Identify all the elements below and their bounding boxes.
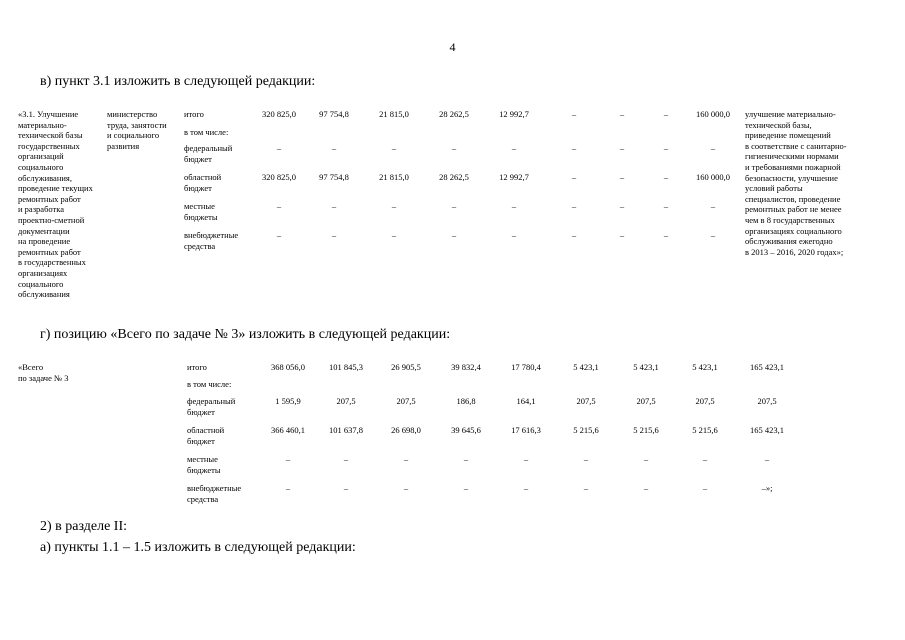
table-cell: 366 460,1 xyxy=(271,425,305,435)
row-label: областной бюджет xyxy=(184,172,222,193)
row-label: местные бюджеты xyxy=(187,454,221,475)
table-cell: – xyxy=(571,172,577,182)
table-cell: 207,5 xyxy=(336,396,356,406)
table-cell: – xyxy=(285,483,291,493)
table-cell: – xyxy=(663,143,669,153)
row-label: областной бюджет xyxy=(187,425,225,446)
table-cell: – xyxy=(463,454,469,464)
table-cell: – xyxy=(331,143,337,153)
table-cell: – xyxy=(391,230,397,240)
table-cell: – xyxy=(331,201,337,211)
table-cell: 5 423,1 xyxy=(573,362,599,372)
row-label: внебюджетные средства xyxy=(187,483,242,504)
table-cell: – xyxy=(663,201,669,211)
table-cell: 97 754,8 xyxy=(319,109,349,119)
table-cell: – xyxy=(583,454,589,464)
table-cell: – xyxy=(523,483,529,493)
table-cell: – xyxy=(276,230,282,240)
heading-g: г) позицию «Всего по задаче № 3» изложить в следующей редакции: xyxy=(40,327,451,342)
table-cell: – xyxy=(403,483,409,493)
table-cell: – xyxy=(619,230,625,240)
table-cell: 320 825,0 xyxy=(262,172,296,182)
table-cell: 186,8 xyxy=(456,396,476,406)
table-cell: –»; xyxy=(761,483,773,493)
table-cell: 320 825,0 xyxy=(262,109,296,119)
table-cell: 207,5 xyxy=(576,396,596,406)
table-cell: – xyxy=(343,483,349,493)
table-cell: – xyxy=(451,143,457,153)
table-cell: 164,1 xyxy=(516,396,536,406)
heading-v: в) пункт 3.1 изложить в следующей редакции: xyxy=(40,74,316,89)
table-cell: 28 262,5 xyxy=(439,109,469,119)
table-cell: 207,5 xyxy=(695,396,715,406)
table-cell: – xyxy=(663,230,669,240)
table-cell: 5 215,6 xyxy=(692,425,718,435)
table-cell: – xyxy=(451,230,457,240)
table-cell: – xyxy=(764,454,770,464)
table-cell: 26 905,5 xyxy=(391,362,421,372)
table-cell: – xyxy=(619,172,625,182)
row-label: в том числе: xyxy=(187,379,232,389)
table-cell: 5 423,1 xyxy=(692,362,718,372)
table-cell: 21 815,0 xyxy=(379,172,409,182)
table-cell: – xyxy=(571,109,577,119)
table-cell: – xyxy=(702,454,708,464)
table-cell: – xyxy=(523,454,529,464)
table-cell: – xyxy=(511,230,517,240)
row-label: итого xyxy=(184,109,204,119)
table-cell: – xyxy=(276,201,282,211)
table-cell: – xyxy=(663,109,669,119)
table-cell: 165 423,1 xyxy=(750,425,784,435)
row-label: в том числе: xyxy=(184,127,229,137)
row-label: федеральный бюджет xyxy=(184,143,233,164)
table-cell: – xyxy=(710,230,716,240)
table-cell: 5 423,1 xyxy=(633,362,659,372)
table-cell: 39 645,6 xyxy=(451,425,481,435)
table-cell: – xyxy=(619,201,625,211)
table-cell: 1 595,9 xyxy=(275,396,301,406)
table-cell: – xyxy=(511,201,517,211)
table-cell: – xyxy=(619,143,625,153)
table-cell: 39 832,4 xyxy=(451,362,481,372)
table-cell: 5 215,6 xyxy=(573,425,599,435)
table-cell: – xyxy=(663,172,669,182)
table-cell: 12 992,7 xyxy=(499,172,529,182)
row-label: внебюджетные средства xyxy=(184,230,239,251)
row-label: федеральный бюджет xyxy=(187,396,236,417)
table-cell: 165 423,1 xyxy=(750,362,784,372)
table-cell: – xyxy=(710,201,716,211)
table-cell: – xyxy=(463,483,469,493)
table-cell: – xyxy=(451,201,457,211)
table-cell: 28 262,5 xyxy=(439,172,469,182)
expected-result: улучшение материально- технической базы, приведение помещений в соответствие с санитарно- гигиеническими нормами и требованиями пожарной безопасности, улучшение условий работы специалистов, проведение ремонтных работ не менее чем в 8 государственных организациях социального обслуживания ежегодно в 2013 – 2016, 2020 годах»; xyxy=(745,109,847,257)
table-cell: 101 845,3 xyxy=(329,362,363,372)
executor: министерство труда, занятости и социального развития xyxy=(107,109,167,151)
table-cell: – xyxy=(276,143,282,153)
heading-2: 2) в разделе II: xyxy=(40,519,128,534)
table-cell: – xyxy=(619,109,625,119)
table-cell: – xyxy=(702,483,708,493)
table-cell: 21 815,0 xyxy=(379,109,409,119)
table-cell: 17 616,3 xyxy=(511,425,541,435)
table-cell: 101 637,8 xyxy=(329,425,363,435)
table-cell: 207,5 xyxy=(757,396,777,406)
measure-name: «3.1. Улучшение материально- технической базы государственных организаций социального обслуживания, проведение текущих ремонтных работ и разработка проектно-сметной документации на проведение ремонтных работ в государственных организациях социального обслуживания xyxy=(18,109,93,300)
page-number: 4 xyxy=(449,40,456,54)
table-cell: 97 754,8 xyxy=(319,172,349,182)
table-cell: 12 992,7 xyxy=(499,109,529,119)
table-cell: 26 698,0 xyxy=(391,425,421,435)
table-cell: – xyxy=(391,201,397,211)
table-cell: – xyxy=(571,143,577,153)
table-cell: – xyxy=(331,230,337,240)
table-cell: 160 000,0 xyxy=(696,109,730,119)
table-cell: – xyxy=(343,454,349,464)
table-cell: – xyxy=(583,483,589,493)
table-cell: 160 000,0 xyxy=(696,172,730,182)
table-cell: – xyxy=(710,143,716,153)
table-cell: 207,5 xyxy=(396,396,416,406)
table-cell: – xyxy=(571,230,577,240)
total-name: «Всего по задаче № 3 xyxy=(18,362,69,383)
table-cell: 17 780,4 xyxy=(511,362,541,372)
table-cell: – xyxy=(571,201,577,211)
row-label: итого xyxy=(187,362,207,372)
table-cell: – xyxy=(643,454,649,464)
row-label: местные бюджеты xyxy=(184,201,218,222)
table-cell: – xyxy=(403,454,409,464)
table-cell: 207,5 xyxy=(636,396,656,406)
heading-a: а) пункты 1.1 – 1.5 изложить в следующей редакции: xyxy=(40,540,356,555)
table-cell: – xyxy=(285,454,291,464)
table-cell: 368 056,0 xyxy=(271,362,305,372)
table-cell: 5 215,6 xyxy=(633,425,659,435)
table-cell: – xyxy=(511,143,517,153)
table-cell: – xyxy=(643,483,649,493)
table-cell: – xyxy=(391,143,397,153)
